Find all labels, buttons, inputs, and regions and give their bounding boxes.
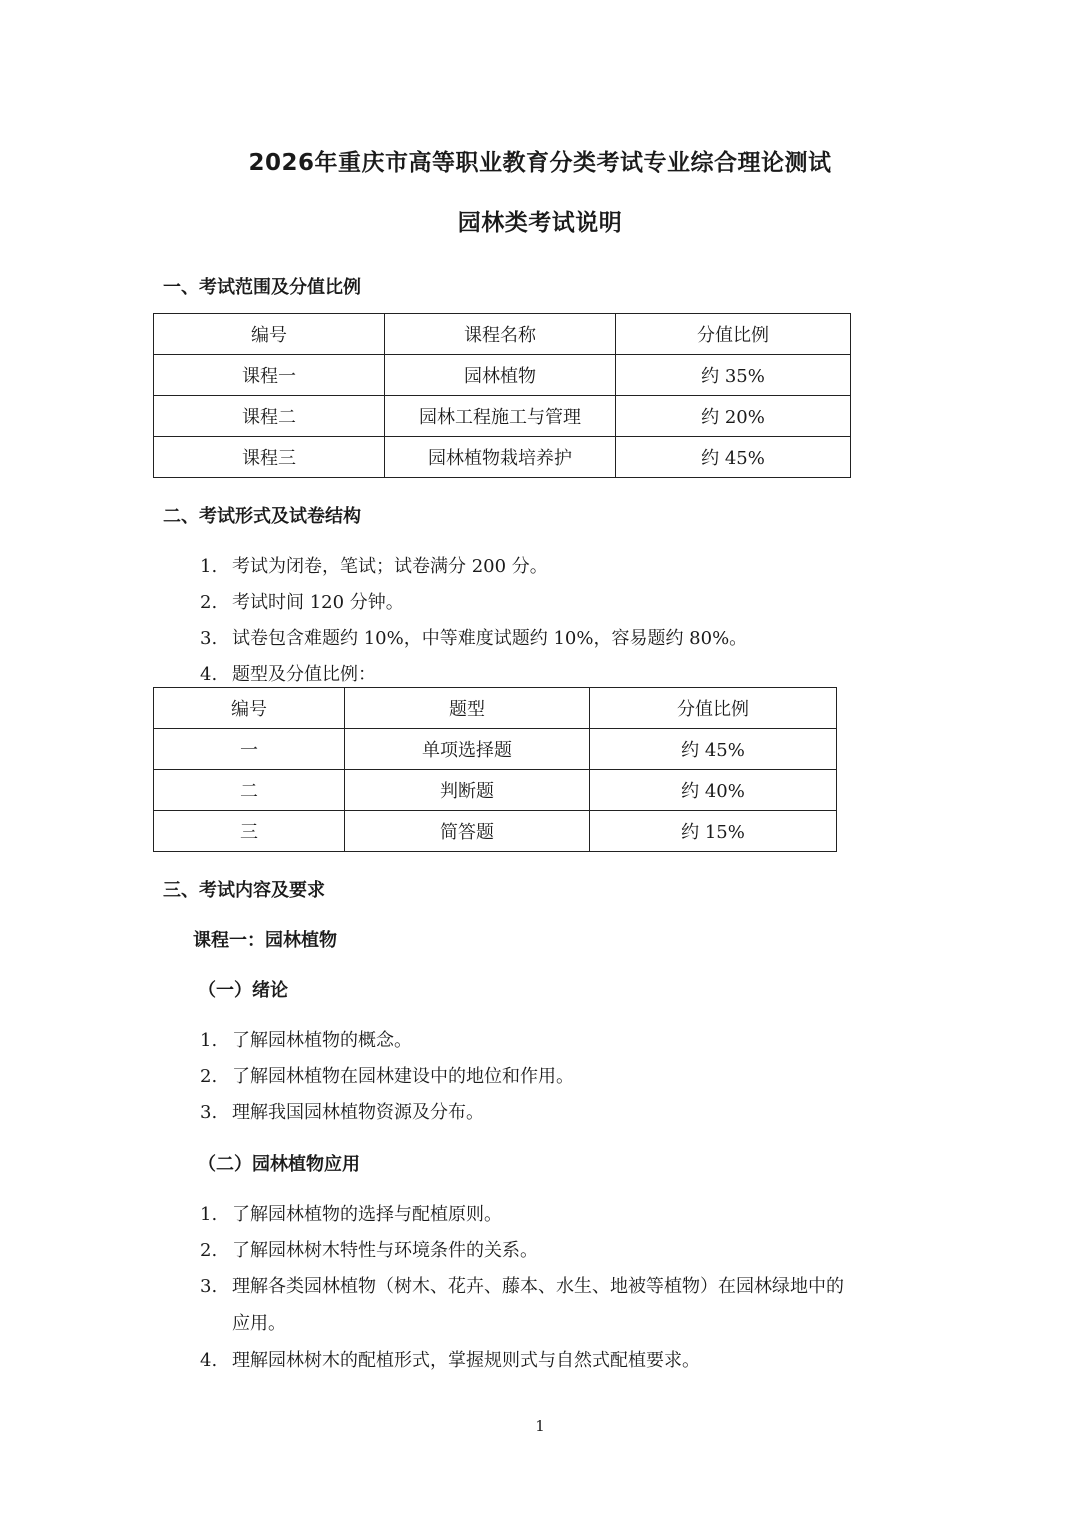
list-item-text: 题型及分值比例： (232, 664, 376, 685)
table-header-cell: 编号 (154, 314, 385, 355)
list-item (200, 624, 747, 650)
question-type-table (153, 687, 837, 852)
document-title: 2026年重庆市高等职业教育分类考试专业综合理论测试 (248, 150, 832, 176)
subsection-heading: （二）园林植物应用 (198, 1154, 360, 1175)
list-item-text: 了解园林植物在园林建设中的地位和作用。 (232, 1066, 574, 1087)
list-item-number: 2. (200, 592, 218, 613)
list-item (200, 1062, 574, 1088)
section1-heading: 一、考试范围及分值比例 (163, 277, 361, 298)
table-cell: 约 45% (616, 437, 851, 478)
list-item (200, 1098, 484, 1124)
list-item (200, 1236, 538, 1262)
table-cell: 判断题 (345, 770, 590, 811)
course-heading: 课程一：园林植物 (193, 930, 337, 951)
list-item (200, 1272, 844, 1298)
table-cell: 单项选择题 (345, 729, 590, 770)
section2-heading: 二、考试形式及试卷结构 (163, 506, 361, 527)
list-item-text: 理解我国园林植物资源及分布。 (232, 1102, 484, 1123)
table-row (154, 355, 851, 396)
table-cell: 课程一 (154, 355, 385, 396)
table-row (154, 437, 851, 478)
table-row (154, 729, 837, 770)
table-cell: 一 (154, 729, 345, 770)
table-cell: 园林植物栽培养护 (385, 437, 616, 478)
list-item-number: 4. (200, 1350, 218, 1371)
table-cell: 约 20% (616, 396, 851, 437)
table-header-cell: 课程名称 (385, 314, 616, 355)
list-item (200, 552, 548, 578)
list-item (200, 588, 404, 614)
table-header-row (154, 688, 837, 729)
list-item-number: 2. (200, 1240, 218, 1261)
list-item-number: 3. (200, 1276, 218, 1297)
list-item-text: 考试为闭卷，笔试；试卷满分 200 分。 (232, 556, 548, 577)
list-item-number: 4. (200, 664, 218, 685)
table-header-cell: 题型 (345, 688, 590, 729)
list-item-number: 1. (200, 1030, 218, 1051)
list-item-number: 1. (200, 1204, 218, 1225)
subsection-heading: （一）绪论 (198, 980, 288, 1001)
list-item-text: 了解园林植物的选择与配植原则。 (232, 1204, 502, 1225)
table-cell: 园林工程施工与管理 (385, 396, 616, 437)
list-item-text: 考试时间 120 分钟。 (232, 592, 404, 613)
list-item (200, 1346, 700, 1372)
list-item-continuation: 应用。 (232, 1313, 286, 1334)
list-item-number: 2. (200, 1066, 218, 1087)
page-number: 1 (535, 1417, 545, 1435)
table-cell: 课程二 (154, 396, 385, 437)
table-header-cell: 分值比例 (616, 314, 851, 355)
list-item-text: 试卷包含难题约 10%，中等难度试题约 10%，容易题约 80%。 (232, 628, 748, 649)
list-item-number: 1. (200, 556, 218, 577)
table-row (154, 396, 851, 437)
list-item-text: 理解各类园林植物（树木、花卉、藤本、水生、地被等植物）在园林绿地中的 (232, 1276, 844, 1297)
table-cell: 约 35% (616, 355, 851, 396)
table-header-cell: 编号 (154, 688, 345, 729)
table-cell: 约 40% (590, 770, 837, 811)
table-cell: 课程三 (154, 437, 385, 478)
list-item-number: 3. (200, 1102, 218, 1123)
list-item (200, 660, 376, 686)
list-item-text: 了解园林植物的概念。 (232, 1030, 412, 1051)
table-row (154, 770, 837, 811)
course-score-table (153, 313, 851, 478)
list-item-number: 3. (200, 628, 218, 649)
table-header-row (154, 314, 851, 355)
table-cell: 园林植物 (385, 355, 616, 396)
list-item-text: 理解园林树木的配植形式，掌握规则式与自然式配植要求。 (232, 1350, 700, 1371)
table-header-cell: 分值比例 (590, 688, 837, 729)
list-item (200, 1026, 412, 1052)
table-row (154, 811, 837, 852)
table-cell: 三 (154, 811, 345, 852)
table-cell: 二 (154, 770, 345, 811)
document-subtitle: 园林类考试说明 (457, 210, 623, 236)
table-cell: 约 45% (590, 729, 837, 770)
table-cell: 简答题 (345, 811, 590, 852)
list-item (200, 1200, 502, 1226)
list-item-text: 了解园林树木特性与环境条件的关系。 (232, 1240, 538, 1261)
table-cell: 约 15% (590, 811, 837, 852)
section3-heading: 三、考试内容及要求 (163, 880, 325, 901)
